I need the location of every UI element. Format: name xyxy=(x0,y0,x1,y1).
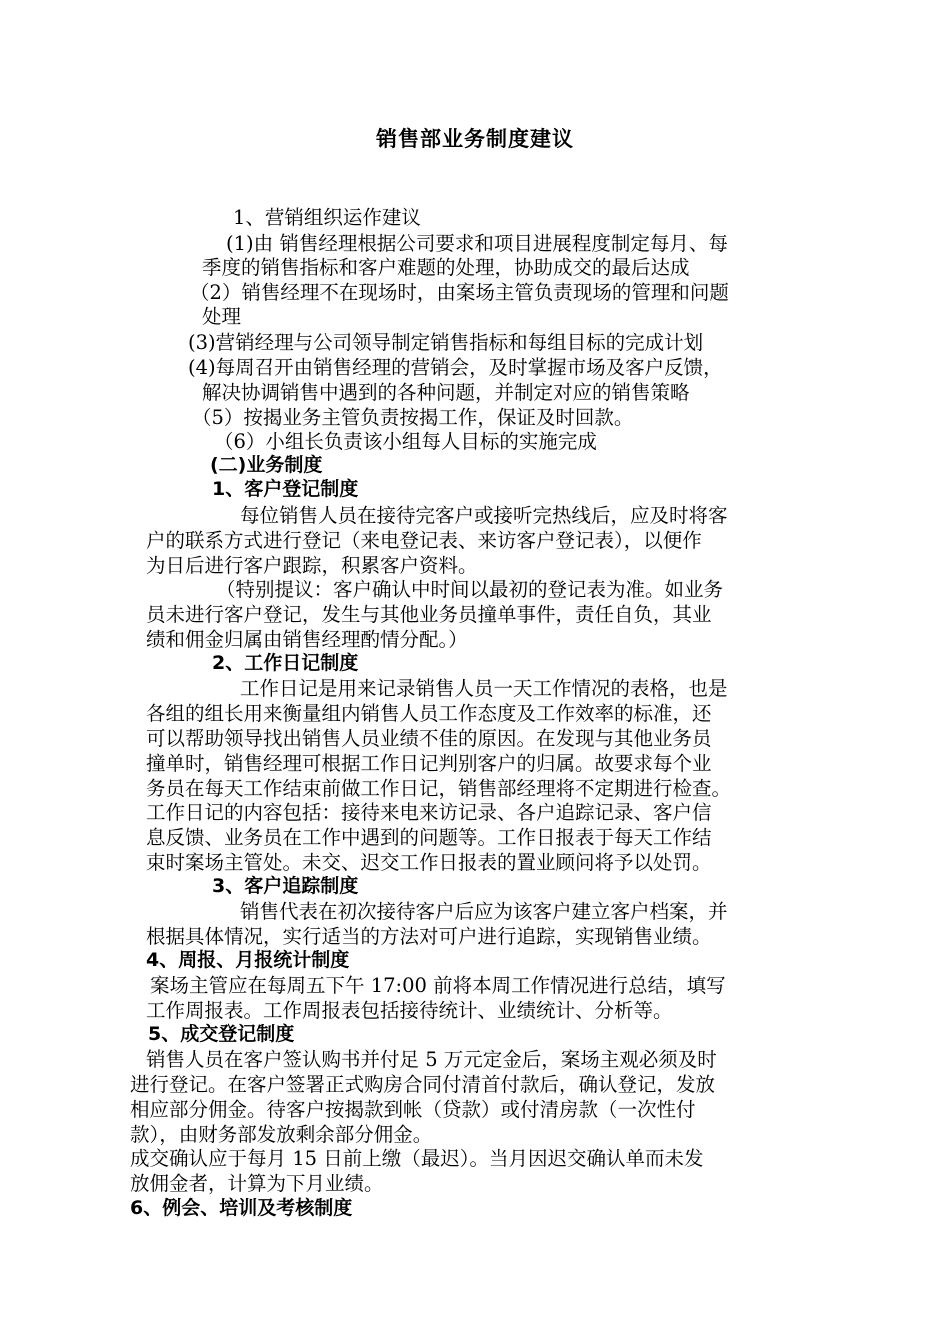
section-heading: 2、工作日记制度 xyxy=(212,652,359,674)
paragraph-line: 销售代表在初次接待客户后应为该客户建立客户档案，并 xyxy=(240,900,728,923)
paragraph-line: (3)营销经理与公司领导制定销售指标和每组目标的完成计划 xyxy=(188,331,704,354)
paragraph-line: 务员在每天工作结束前做工作日记，销售部经理将不定期进行检查。 xyxy=(146,777,732,800)
paragraph-line: 为日后进行客户跟踪，积累客户资料。 xyxy=(146,554,478,577)
paragraph-line: 案场主管应在每周五下午 17:00 前将本周工作情况进行总结，填写 xyxy=(150,974,726,997)
section-heading: 6、例会、培训及考核制度 xyxy=(130,1197,353,1219)
paragraph-line: 户的联系方式进行登记（来电登记表、来访客户登记表），以便作 xyxy=(146,529,702,552)
section-heading: 3、客户追踪制度 xyxy=(212,875,359,897)
paragraph-line: 根据具体情况，实行适当的方法对可户进行追踪，实现销售业绩。 xyxy=(146,925,712,948)
paragraph-line: 绩和佣金归属由销售经理酌情分配。） xyxy=(146,628,468,651)
document-title: 销售部业务制度建议 xyxy=(376,127,574,151)
paragraph-line: 息反馈、业务员在工作中遇到的问题等。工作日报表于每天工作结 xyxy=(146,826,712,849)
paragraph-line: 工作日记的内容包括：接待来电来访记录、各户追踪记录、客户信 xyxy=(146,801,712,824)
paragraph-line: (1)由 销售经理根据公司要求和项目进展程度制定每月、每 xyxy=(226,232,728,255)
paragraph-line: 员未进行客户登记，发生与其他业务员撞单事件，责任自负，其业 xyxy=(146,603,712,626)
paragraph-line: (4)每周召开由销售经理的营销会，及时掌握市场及客户反馈， xyxy=(188,356,723,379)
paragraph-line: 工作日记是用来记录销售人员一天工作情况的表格，也是 xyxy=(240,677,728,700)
paragraph-line: 1、营销组织运作建议 xyxy=(233,206,421,229)
paragraph-line: 处理 xyxy=(202,305,242,328)
section-heading: (二)业务制度 xyxy=(210,454,323,476)
paragraph-line: 可以帮助领导找出销售人员业绩不佳的原因。在发现与其他业务员 xyxy=(146,727,712,750)
section-heading: 4、周报、月报统计制度 xyxy=(146,949,350,971)
paragraph-line: 撞单时，销售经理可根据工作日记判别客户的归属。故要求每个业 xyxy=(146,752,712,775)
paragraph-line: 款），由财务部发放剩余部分佣金。 xyxy=(130,1123,433,1146)
paragraph-line: （5）按揭业务主管负责按揭工作，保证及时回款。 xyxy=(192,406,634,429)
paragraph-line: 成交确认应于每月 15 日前上缴（最迟）。当月因迟交确认单而未发 xyxy=(130,1147,704,1170)
paragraph-line: 每位销售人员在接待完客户或接听完热线后，应及时将客 xyxy=(240,504,728,527)
paragraph-line: 相应部分佣金。待客户按揭款到帐（贷款）或付清房款（一次性付 xyxy=(130,1098,696,1121)
paragraph-line: 进行登记。在客户签署正式购房合同付清首付款后，确认登记，发放 xyxy=(130,1073,716,1096)
paragraph-line: （2）销售经理不在现场时，由案场主管负责现场的管理和问题 xyxy=(190,281,729,304)
paragraph-line: 销售人员在客户签认购书并付足 5 万元定金后，案场主观必须及时 xyxy=(146,1048,717,1071)
paragraph-line: 工作周报表。工作周报表包括接待统计、业绩统计、分析等。 xyxy=(146,999,673,1022)
paragraph-line: 解决协调销售中遇到的各种问题，并制定对应的销售策略 xyxy=(202,381,690,404)
section-heading: 5、成交登记制度 xyxy=(148,1023,295,1045)
section-heading: 1、客户登记制度 xyxy=(212,478,359,500)
paragraph-line: （特别提议：客户确认中时间以最初的登记表为准。如业务 xyxy=(216,578,724,601)
paragraph-line: 束时案场主管处。未交、迟交工作日报表的置业顾问将予以处罚。 xyxy=(146,851,712,874)
paragraph-line: 放佣金者，计算为下月业绩。 xyxy=(130,1172,384,1195)
paragraph-line: 季度的销售指标和客户难题的处理，协助成交的最后达成 xyxy=(202,256,690,279)
paragraph-line: （6）小组长负责该小组每人目标的实施完成 xyxy=(214,430,597,453)
paragraph-line: 各组的组长用来衡量组内销售人员工作态度及工作效率的标准，还 xyxy=(146,702,712,725)
